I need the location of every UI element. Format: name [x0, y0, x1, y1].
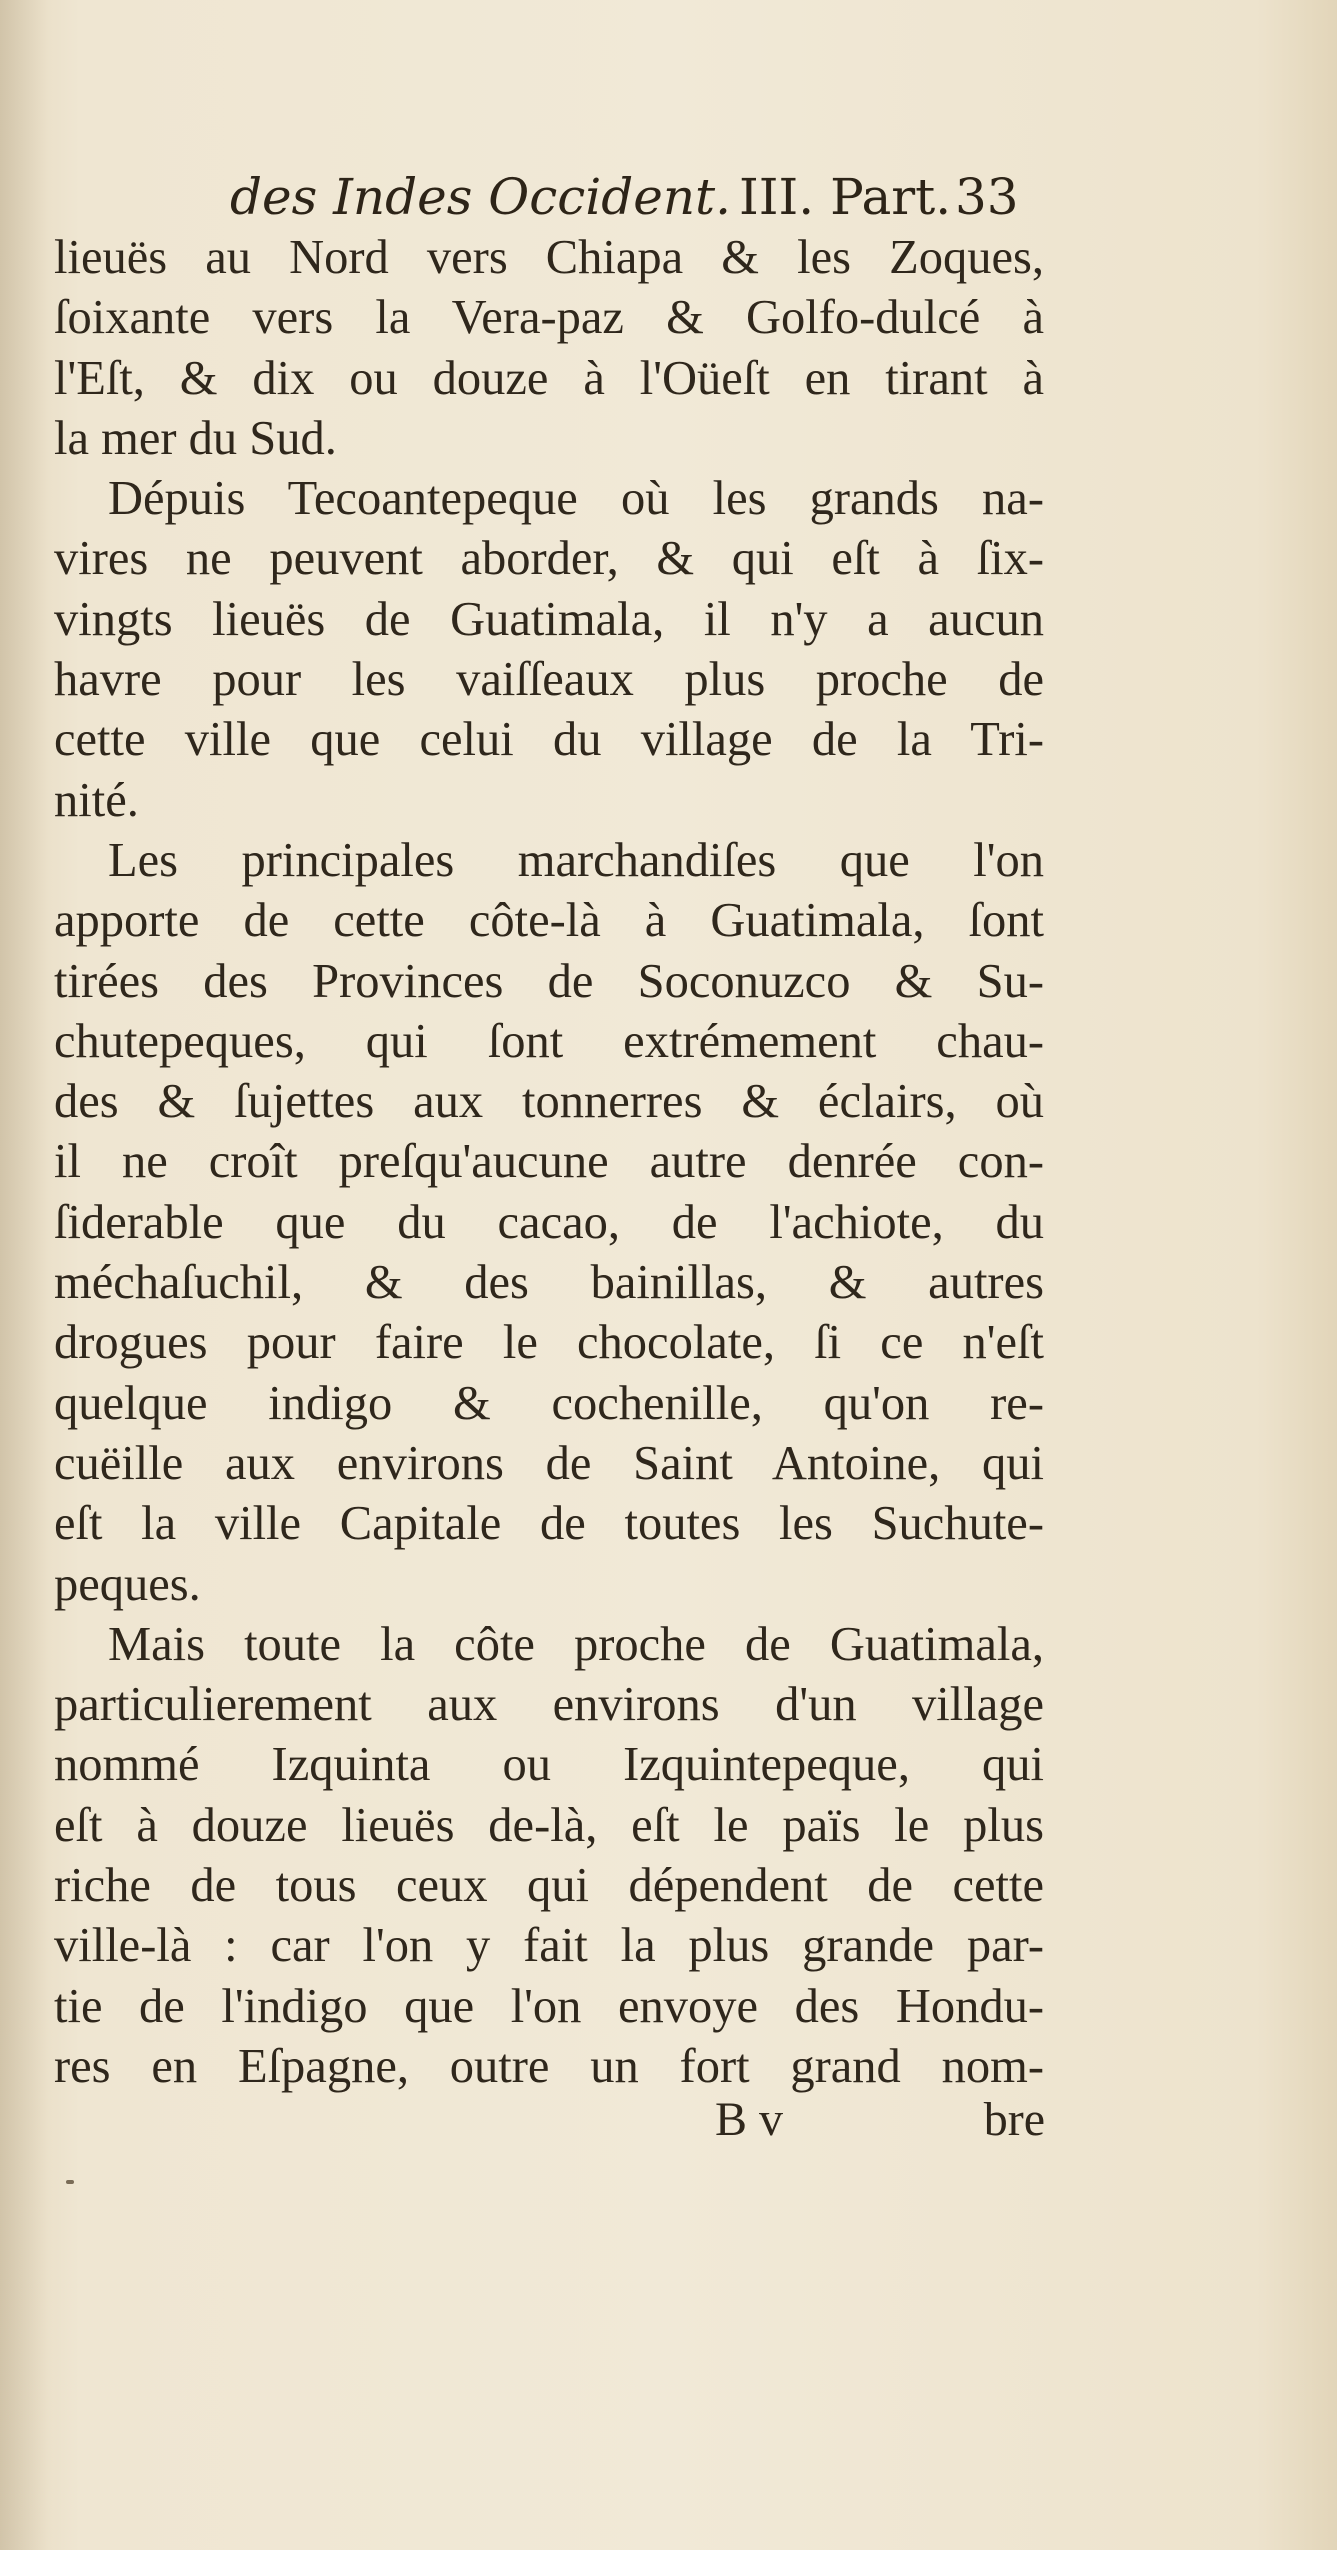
gutter-shadow: [0, 0, 48, 2550]
catchword: bre: [983, 2093, 1045, 2146]
text-line: l'Eſt, & dix ou douze à l'Oüeſt en tirant à: [54, 351, 1044, 405]
page-number: 33: [955, 168, 1019, 226]
text-line: peques.: [54, 1557, 201, 1611]
text-line: il ne croît preſqu'aucune autre denrée con-: [54, 1135, 1044, 1189]
text-line: ſoixante vers la Vera-paz & Golfo-dulcé à: [54, 291, 1044, 345]
text-line: des & ſujettes aux tonnerres & éclairs, où: [54, 1075, 1044, 1129]
text-line: nité.: [54, 773, 139, 827]
text-line: ville-là : car l'on y fait la plus grande par-: [54, 1919, 1044, 1973]
running-head-title: des Indes Occident.: [230, 168, 732, 226]
text-line: quelque indigo & cochenille, qu'on re-: [54, 1376, 1044, 1430]
text-line: apporte de cette côte-là à Guatimala, ſont: [54, 894, 1044, 948]
text-line: vires ne peuvent aborder, & qui eſt à ſix-: [54, 532, 1044, 586]
text-line: Les principales marchandiſes que l'on: [108, 833, 1044, 887]
text-line: chutepeques, qui ſont extrémement chau-: [54, 1014, 1044, 1068]
text-line: havre pour les vaiſſeaux plus proche de: [54, 653, 1044, 707]
text-line: eſt la ville Capitale de toutes les Suchute-: [54, 1497, 1044, 1551]
text-line: Dépuis Tecoantepeque où les grands na-: [108, 472, 1044, 526]
text-line: lieuës au Nord vers Chiapa & les Zoques,: [54, 231, 1044, 284]
text-line: tirées des Provinces de Soconuzco & Su-: [54, 954, 1044, 1008]
text-line: cette ville que celui du village de la Tri-: [54, 713, 1044, 767]
text-line: ſiderable que du cacao, de l'achiote, du: [54, 1195, 1044, 1249]
text-line: nommé Izquinta ou Izquintepeque, qui: [54, 1738, 1044, 1792]
text-line: Mais toute la côte proche de Guatimala,: [108, 1617, 1044, 1671]
body-text: [54, 228, 1044, 2097]
text-line: cuëille aux environs de Saint Antoine, qui: [54, 1436, 1044, 1490]
text-line: particulierement aux environs d'un village: [54, 1678, 1044, 1732]
text-line: vingts lieuës de Guatimala, il n'y a aucun: [54, 592, 1044, 646]
running-head-part: III. Part.: [739, 168, 952, 226]
text-line: drogues pour faire le chocolate, ſi ce n'eſt: [54, 1316, 1044, 1370]
text-line: res en Eſpagne, outre un fort grand nom-: [54, 2039, 1044, 2093]
text-line: tie de l'indigo que l'on envoye des Hondu-: [54, 1979, 1044, 2033]
signature-mark: B v: [715, 2093, 784, 2146]
text-line: riche de tous ceux qui dépendent de cette: [54, 1859, 1044, 1913]
text-line: méchaſuchil, & des bainillas, & autres: [54, 1256, 1044, 1310]
text-line: la mer du Sud.: [54, 411, 337, 465]
text-line: eſt à douze lieuës de-là, eſt le païs le plus: [54, 1798, 1044, 1852]
paper-speck: [66, 2180, 74, 2184]
